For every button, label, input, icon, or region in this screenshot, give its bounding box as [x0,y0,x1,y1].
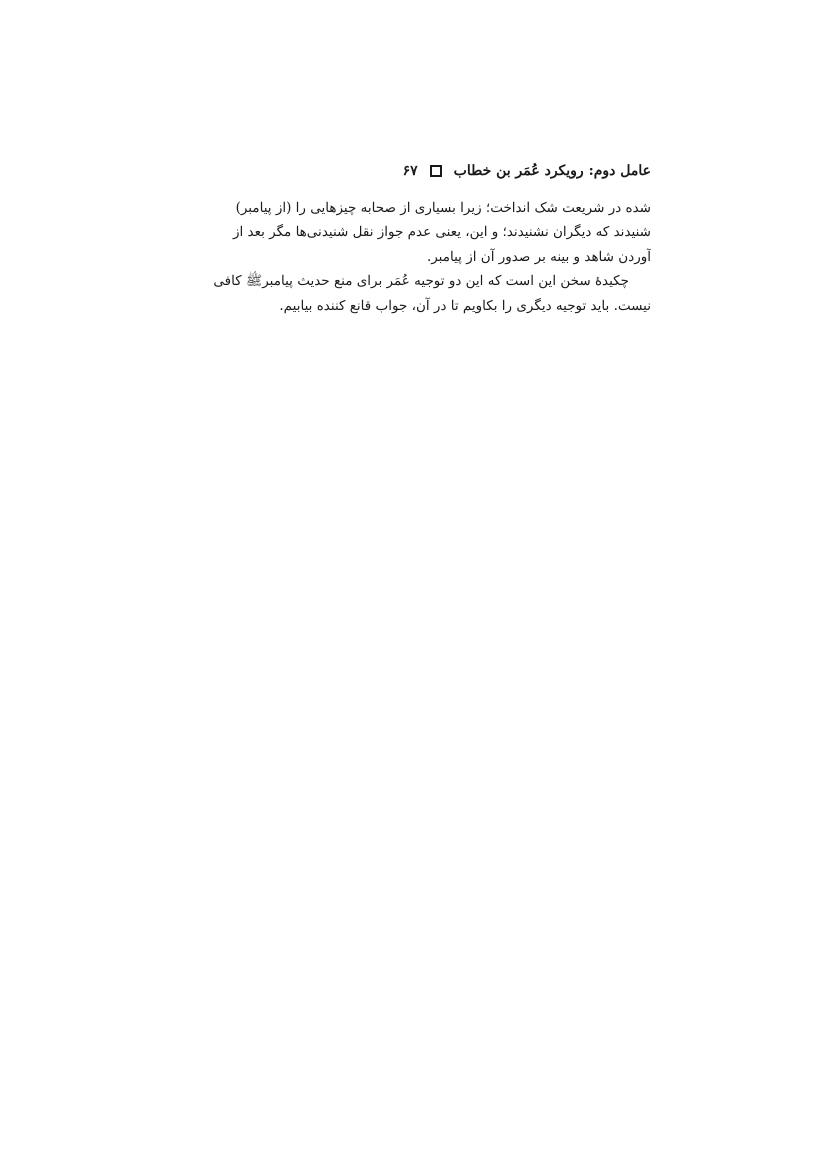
text-line: آوردن شاهد و بینه بر صدور آن از پیامبر. [426,248,651,265]
text-line: نیست. باید توجیه دیگری را بکاویم تا در آن، جواب قانع کننده بیابیم. [279,297,651,314]
body-text [175,196,651,318]
page-number: ۶۷ [402,163,418,179]
running-header [175,158,651,184]
square-icon [430,165,442,177]
text-line: شده در شریعت شک انداخت؛ زیرا بسیاری از صحابه چیزهایی را (از پیامبر) [235,200,651,216]
chapter-title: عامل دوم: رویکرد عُمَر بن خطاب [453,163,651,179]
text-line: چکیدهٔ سخن این است که این دو توجیه عُمَر برای منع حدیث پیامبرﷺ کافی [213,273,629,290]
text-line: شنیدند که دیگران نشنیدند؛ و این، یعنی عدم جواز نقل شنیدنی‌ها مگر بعد از [232,224,651,241]
